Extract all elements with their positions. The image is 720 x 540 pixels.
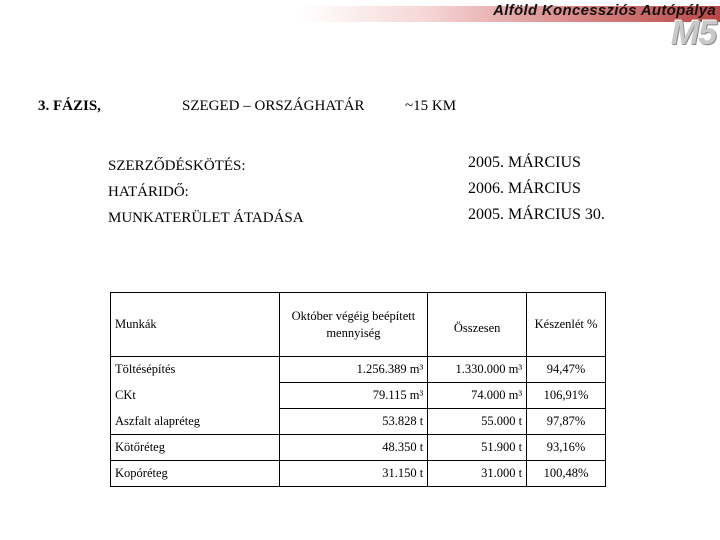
row-work: CKt — [111, 383, 280, 409]
table-row — [111, 383, 606, 409]
schedule-label-deadline: HATÁRIDŐ: — [108, 184, 189, 200]
table-row — [111, 461, 606, 487]
schedule-labels — [108, 153, 304, 231]
row-work: Aszfalt alapréteg — [111, 409, 280, 435]
row-work: Kopóréteg — [111, 461, 280, 487]
phase-route: SZEGED – ORSZÁGHATÁR — [182, 98, 365, 114]
header-pct: Készenlét % — [527, 293, 606, 357]
m5-logo: M5 — [670, 14, 716, 52]
header-work: Munkák — [111, 293, 280, 357]
schedule-value-handover: 2005. MÁRCIUS 30. — [468, 206, 605, 223]
schedule-values — [468, 150, 605, 228]
row-pct: 93,16% — [527, 435, 606, 461]
row-built: 31.150 t — [279, 461, 428, 487]
schedule-value-contract: 2005. MÁRCIUS — [468, 154, 581, 171]
row-pct: 106,91% — [527, 383, 606, 409]
row-work: Töltésépítés — [111, 357, 280, 383]
row-total: 55.000 t — [428, 409, 527, 435]
row-work: Kötőréteg — [111, 435, 280, 461]
header-built: Október végéig beépített mennyiség — [279, 293, 428, 357]
schedule-label-contract: SZERZŐDÉSKÖTÉS: — [108, 158, 246, 174]
schedule-label-handover: MUNKATERÜLET ÁTADÁSA — [108, 210, 304, 226]
row-built: 79.115 m³ — [279, 383, 428, 409]
phase-length: ~15 KM — [405, 98, 457, 114]
table-row — [111, 409, 606, 435]
schedule-value-deadline: 2006. MÁRCIUS — [468, 180, 581, 197]
row-pct: 100,48% — [527, 461, 606, 487]
table-row — [111, 357, 606, 383]
row-total: 1.330.000 m³ — [428, 357, 527, 383]
row-built: 1.256.389 m³ — [279, 357, 428, 383]
row-pct: 97,87% — [527, 409, 606, 435]
row-total: 51.900 t — [428, 435, 527, 461]
row-total: 31.000 t — [428, 461, 527, 487]
table-row — [111, 435, 606, 461]
row-built: 53.828 t — [279, 409, 428, 435]
works-table — [110, 292, 606, 487]
phase-label: 3. FÁZIS, — [38, 98, 101, 114]
table-header-row — [111, 293, 606, 357]
brand-title: Alföld Koncessziós Autópálya — [493, 2, 716, 19]
row-pct: 94,47% — [527, 357, 606, 383]
header-total: Összesen — [428, 293, 527, 357]
row-built: 48.350 t — [279, 435, 428, 461]
row-total: 74.000 m³ — [428, 383, 527, 409]
